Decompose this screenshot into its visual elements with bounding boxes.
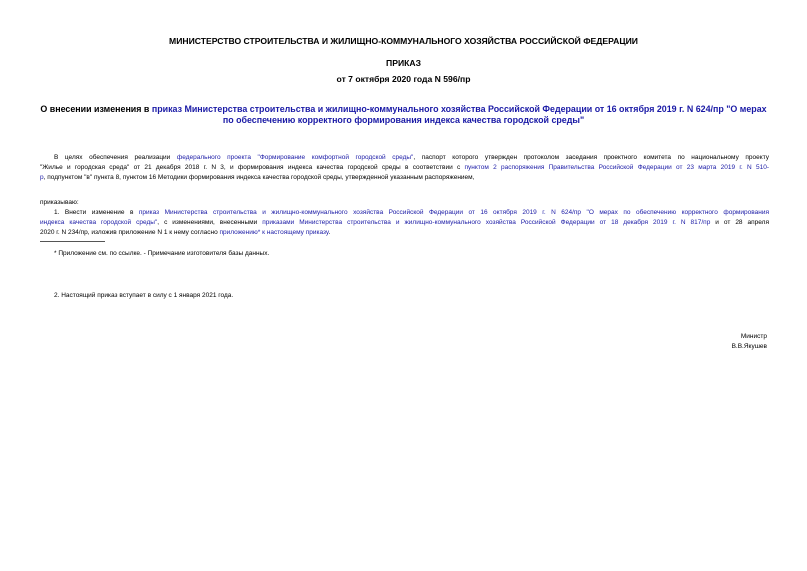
item-1-text-1: 1. Внести изменение в (54, 209, 139, 216)
document-title (40, 104, 767, 126)
preamble-text-1: В целях обеспечения реализации (54, 154, 177, 161)
item-1-text-4: 2020 г. N 234/пр, изложив приложение N 1 к нему согласно (40, 228, 220, 236)
doc-type: ПРИКАЗ (386, 58, 421, 68)
title-link-order-624-continued[interactable]: по обеспечению корректного формирования индекса качества городской среды" (222, 115, 585, 125)
preamble-paragraph (40, 153, 769, 182)
link-government-order-510[interactable]: пунктом 2 распоряжения Правительства Российской Федерации от 23 марта 2019 г. N 510- (464, 163, 769, 171)
link-appendix[interactable]: приложению* к настоящему приказу (219, 228, 329, 236)
link-federal-project[interactable]: федерального проекта "Формирование комфортной городской среды" (176, 154, 414, 161)
ministry-header: МИНИСТЕРСТВО СТРОИТЕЛЬСТВА И ЖИЛИЩНО-КОММУНАЛЬНОГО ХОЗЯЙСТВА РОССИЙСКОЙ ФЕДЕРАЦИИ (169, 36, 638, 46)
preamble-text-2: , паспорт которого утвержден протоколом заседания проектного комитета по национальному проекту (413, 154, 769, 161)
title-link-order-624[interactable]: приказ Министерства строительства и жилищно-коммунального хозяйства Российской Федерации от 16 октября 2019 г. N 624/пр "О мерах (151, 104, 767, 114)
footnote-separator (40, 241, 105, 242)
link-government-order-510-continued[interactable]: р (40, 173, 44, 181)
preamble-text-3: "Жилье и городская среда" от 21 декабря 2018 г. N 3, и формирования индекса качества городской среды в соответствии с (40, 163, 465, 171)
item-1-text-5: . (328, 228, 331, 236)
link-order-624-continued[interactable]: индекса качества городской среды" (40, 218, 158, 226)
item-1-text-3: и от 28 апреля (710, 218, 769, 226)
signature-position: Министр (740, 333, 767, 340)
item-2: 2. Настоящий приказ вступает в силу с 1 января 2021 года. (54, 292, 234, 299)
order-word: приказываю: (40, 199, 79, 206)
item-1-text-2: , с изменениями, внесенными (157, 218, 263, 226)
item-1-paragraph (40, 208, 769, 237)
title-prefix: О внесении изменения в (40, 104, 152, 114)
footnote: * Приложение см. по ссылке. - Примечание изготовителя базы данных. (54, 250, 270, 257)
link-order-624[interactable]: приказ Министерства строительства и жилищно-коммунального хозяйства Российской Федерации от 16 октября 2019 г. N 624/пр "О мерах по обеспечению корректного формирования (138, 209, 770, 216)
signature-name: В.В.Якушев (731, 343, 767, 350)
preamble-text-4: , подпунктом "в" пункта 8, пунктом 16 Методики формирования индекса качества городской среды, утвержденной указанным распоряжением, (43, 173, 475, 181)
link-amending-orders[interactable]: приказами Министерства строительства и жилищно-коммунального хозяйства Российской Федерации от 18 декабря 2019 г. N 817/пр (262, 218, 711, 226)
doc-date-number: от 7 октября 2020 года N 596/пр (336, 74, 471, 84)
